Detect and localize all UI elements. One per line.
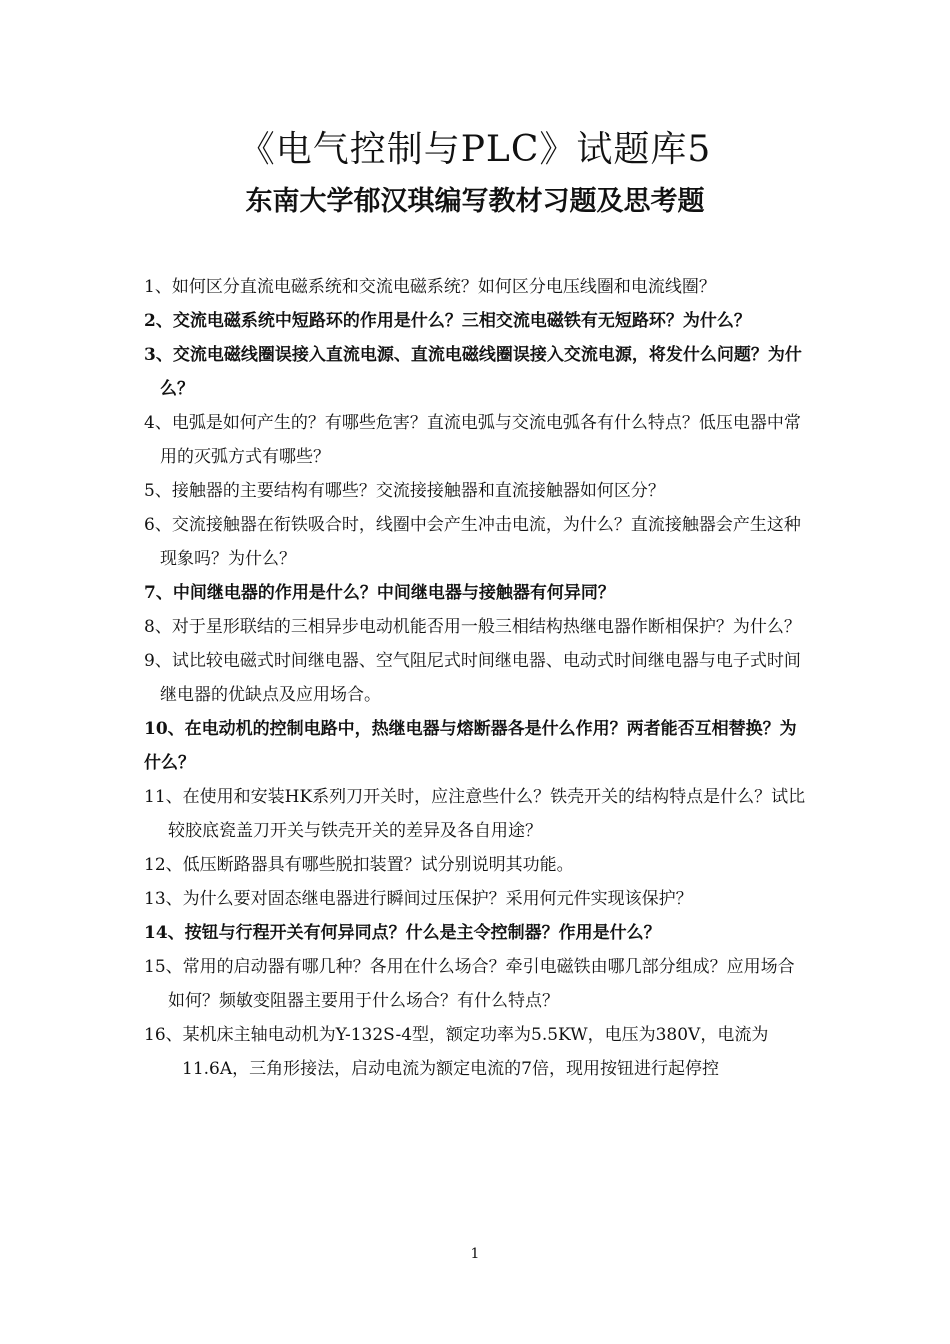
question-12: 12、低压断路器具有哪些脱扣装置？试分别说明其功能。: [144, 855, 574, 875]
question-2: 2、交流电磁系统中短路环的作用是什么？三相交流电磁铁有无短路环？为什么？: [144, 311, 751, 331]
question-9: 9、试比较电磁式时间继电器、空气阻尼式时间继电器、电动式时间继电器与电子式时间继电器的优缺点及应用场合。: [144, 651, 801, 705]
question-13: 13、为什么要对固态继电器进行瞬间过压保护？采用何元件实现该保护？: [144, 889, 693, 909]
question-list: [144, 270, 810, 1086]
question-4: 4、电弧是如何产生的？有哪些危害？直流电弧与交流电弧各有什么特点？低压电器中常用的灭弧方式有哪些？: [144, 413, 801, 467]
question-15: 15、常用的启动器有哪几种？各用在什么场合？牵引电磁铁由哪几部分组成？应用场合如何？频敏变阻器主要用于什么场合？有什么特点？: [144, 957, 795, 1011]
question-5: 5、接触器的主要结构有哪些？交流接接触器和直流接触器如何区分？: [144, 481, 665, 501]
question-11: 11、在使用和安装HK系列刀开关时，应注意些什么？铁壳开关的结构特点是什么？试比较胶底瓷盖刀开关与铁壳开关的差异及各自用途？: [144, 787, 806, 841]
question-3: 3、交流电磁线圈误接入直流电源、直流电磁线圈误接入交流电源，将发什么问题？为什么？: [144, 345, 802, 399]
question-1: 1、如何区分直流电磁系统和交流电磁系统？如何区分电压线圈和电流线圈？: [144, 277, 716, 297]
document-title: 《电气控制与PLC》试题库5: [238, 129, 712, 170]
question-7: 7、中间继电器的作用是什么？中间继电器与接触器有何异同？: [144, 583, 615, 603]
question-16: 16、某机床主轴电动机为Y-132S-4型，额定功率为5.5KW，电压为380V，电流为11.6A，三角形接法，启动电流为额定电流的7倍，现用按钮进行起停控: [144, 1025, 769, 1079]
question-10: 10、在电动机的控制电路中，热继电器与熔断器各是什么作用？两者能否互相替换？为什么？: [144, 719, 797, 773]
question-6: 6、交流接触器在衔铁吸合时，线圈中会产生冲击电流，为什么？直流接触器会产生这种现象吗？为什么？: [144, 515, 801, 569]
question-8: 8、对于星形联结的三相异步电动机能否用一般三相结构热继电器作断相保护？为什么？: [144, 617, 801, 637]
page-number: 1: [470, 1246, 480, 1262]
question-14: 14、按钮与行程开关有何异同点？什么是主令控制器？作用是什么？: [144, 923, 661, 943]
document-subtitle: 东南大学郁汉琪编写教材习题及思考题: [245, 186, 705, 217]
